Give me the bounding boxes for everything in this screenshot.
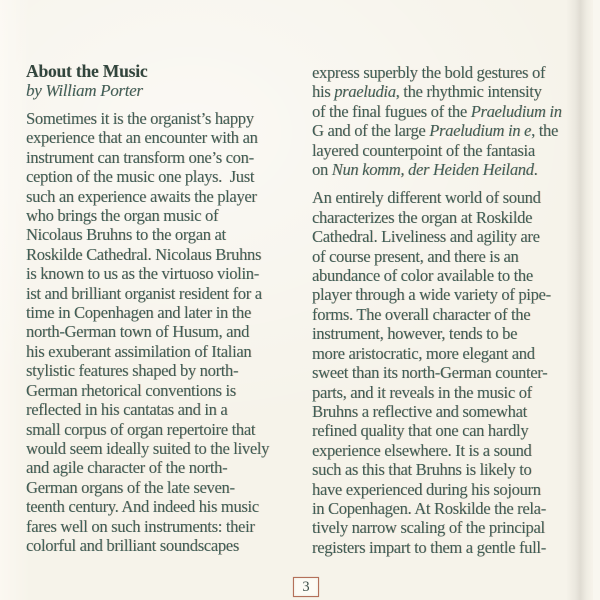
text-line: such an experience awaits the player	[26, 186, 257, 206]
text-line: is known to us as the virtuoso violin-	[26, 264, 259, 284]
text-line: layered counterpoint of the fantasia	[312, 140, 535, 160]
left-column-text	[26, 109, 304, 555]
paragraph	[312, 188, 590, 557]
right-column	[312, 61, 590, 557]
text-line: forms. The overall character of the	[312, 304, 531, 324]
text-line: instrument, however, tends to be	[312, 324, 518, 344]
text-line: would seem ideally suited to the lively	[26, 438, 270, 458]
text-line: Cathedral. Liveliness and agility are	[312, 227, 540, 247]
text-line: more aristocratic, more elegant and	[312, 343, 535, 363]
text-line: sweet than its north-German counter-	[312, 363, 548, 383]
page-number-box	[293, 577, 319, 597]
text-line: Bruhns a reflective and somewhat	[312, 401, 527, 421]
text-line: have experienced during his sojourn	[312, 479, 541, 499]
text-line: German rhetorical conventions is	[26, 380, 236, 400]
text-line: small corpus of organ repertoire that	[26, 419, 256, 439]
text-line: his exuberant assimilation of Italian	[26, 341, 252, 361]
page-number: 3	[302, 578, 310, 595]
page-edge-highlight	[593, 0, 600, 600]
text-line: characterizes the organ at Roskilde	[312, 207, 533, 227]
text-line: express superbly the bold gestures of	[312, 63, 546, 82]
text-line: teenth century. And indeed his music	[26, 497, 259, 517]
text-line: north-German town of Husum, and	[26, 322, 250, 342]
text-line: registers impart to them a gentle full-	[312, 537, 546, 557]
text-line: stylistic features shaped by north-	[26, 361, 239, 381]
text-line: fares well on such instruments: their	[26, 516, 255, 536]
paragraph	[312, 63, 590, 179]
left-column	[26, 61, 304, 555]
paragraph	[26, 109, 304, 555]
text-line: Roskilde Cathedral. Nicolaus Bruhns	[26, 244, 262, 264]
text-line: his praeludia, the rhythmic intensity	[312, 82, 542, 102]
text-line: of course present, and there is an	[312, 246, 519, 266]
text-line: experience elsewhere. It is a sound	[312, 440, 532, 460]
text-line: abundance of color available to the	[312, 266, 533, 286]
text-line: ception of the music one plays. Just	[26, 167, 255, 187]
text-line: reflected in his cantatas and in a	[26, 400, 228, 420]
text-line: experience that an encounter with an	[26, 128, 258, 148]
text-line: who brings the organ music of	[26, 206, 219, 226]
text-line: G and of the large Praeludium in e, the	[312, 121, 558, 141]
text-line: parts, and it reveals in the music of	[312, 382, 532, 402]
text-line: Nicolaus Bruhns to the organ at	[26, 225, 226, 245]
text-line: colorful and brilliant soundscapes	[26, 535, 239, 555]
text-line: An entirely different world of sound	[312, 188, 541, 208]
text-line: such as this that Bruhns is likely to	[312, 460, 532, 480]
text-line: time in Copenhagen and later in the	[26, 303, 252, 323]
text-line: in Copenhagen. At Roskilde the rela-	[312, 498, 546, 518]
text-line: tively narrow scaling of the principal	[312, 518, 545, 538]
text-line: Sometimes it is the organist’s happy	[26, 109, 254, 128]
text-line: instrument can transform one’s con-	[26, 147, 254, 167]
text-line: player through a wide variety of pipe-	[312, 285, 551, 305]
text-line: German organs of the late seven-	[26, 477, 235, 497]
byline: by William Porter	[26, 81, 143, 100]
text-line: refined quality that one can hardly	[312, 421, 529, 441]
text-line: and agile character of the north-	[26, 458, 228, 478]
page-title: About the Music	[26, 61, 148, 81]
text-line: on Nun komm, der Heiden Heiland.	[312, 160, 538, 180]
text-line: ist and brilliant organist resident for a	[26, 283, 262, 303]
text-line: of the final fugues of the Praeludium in	[312, 101, 562, 121]
